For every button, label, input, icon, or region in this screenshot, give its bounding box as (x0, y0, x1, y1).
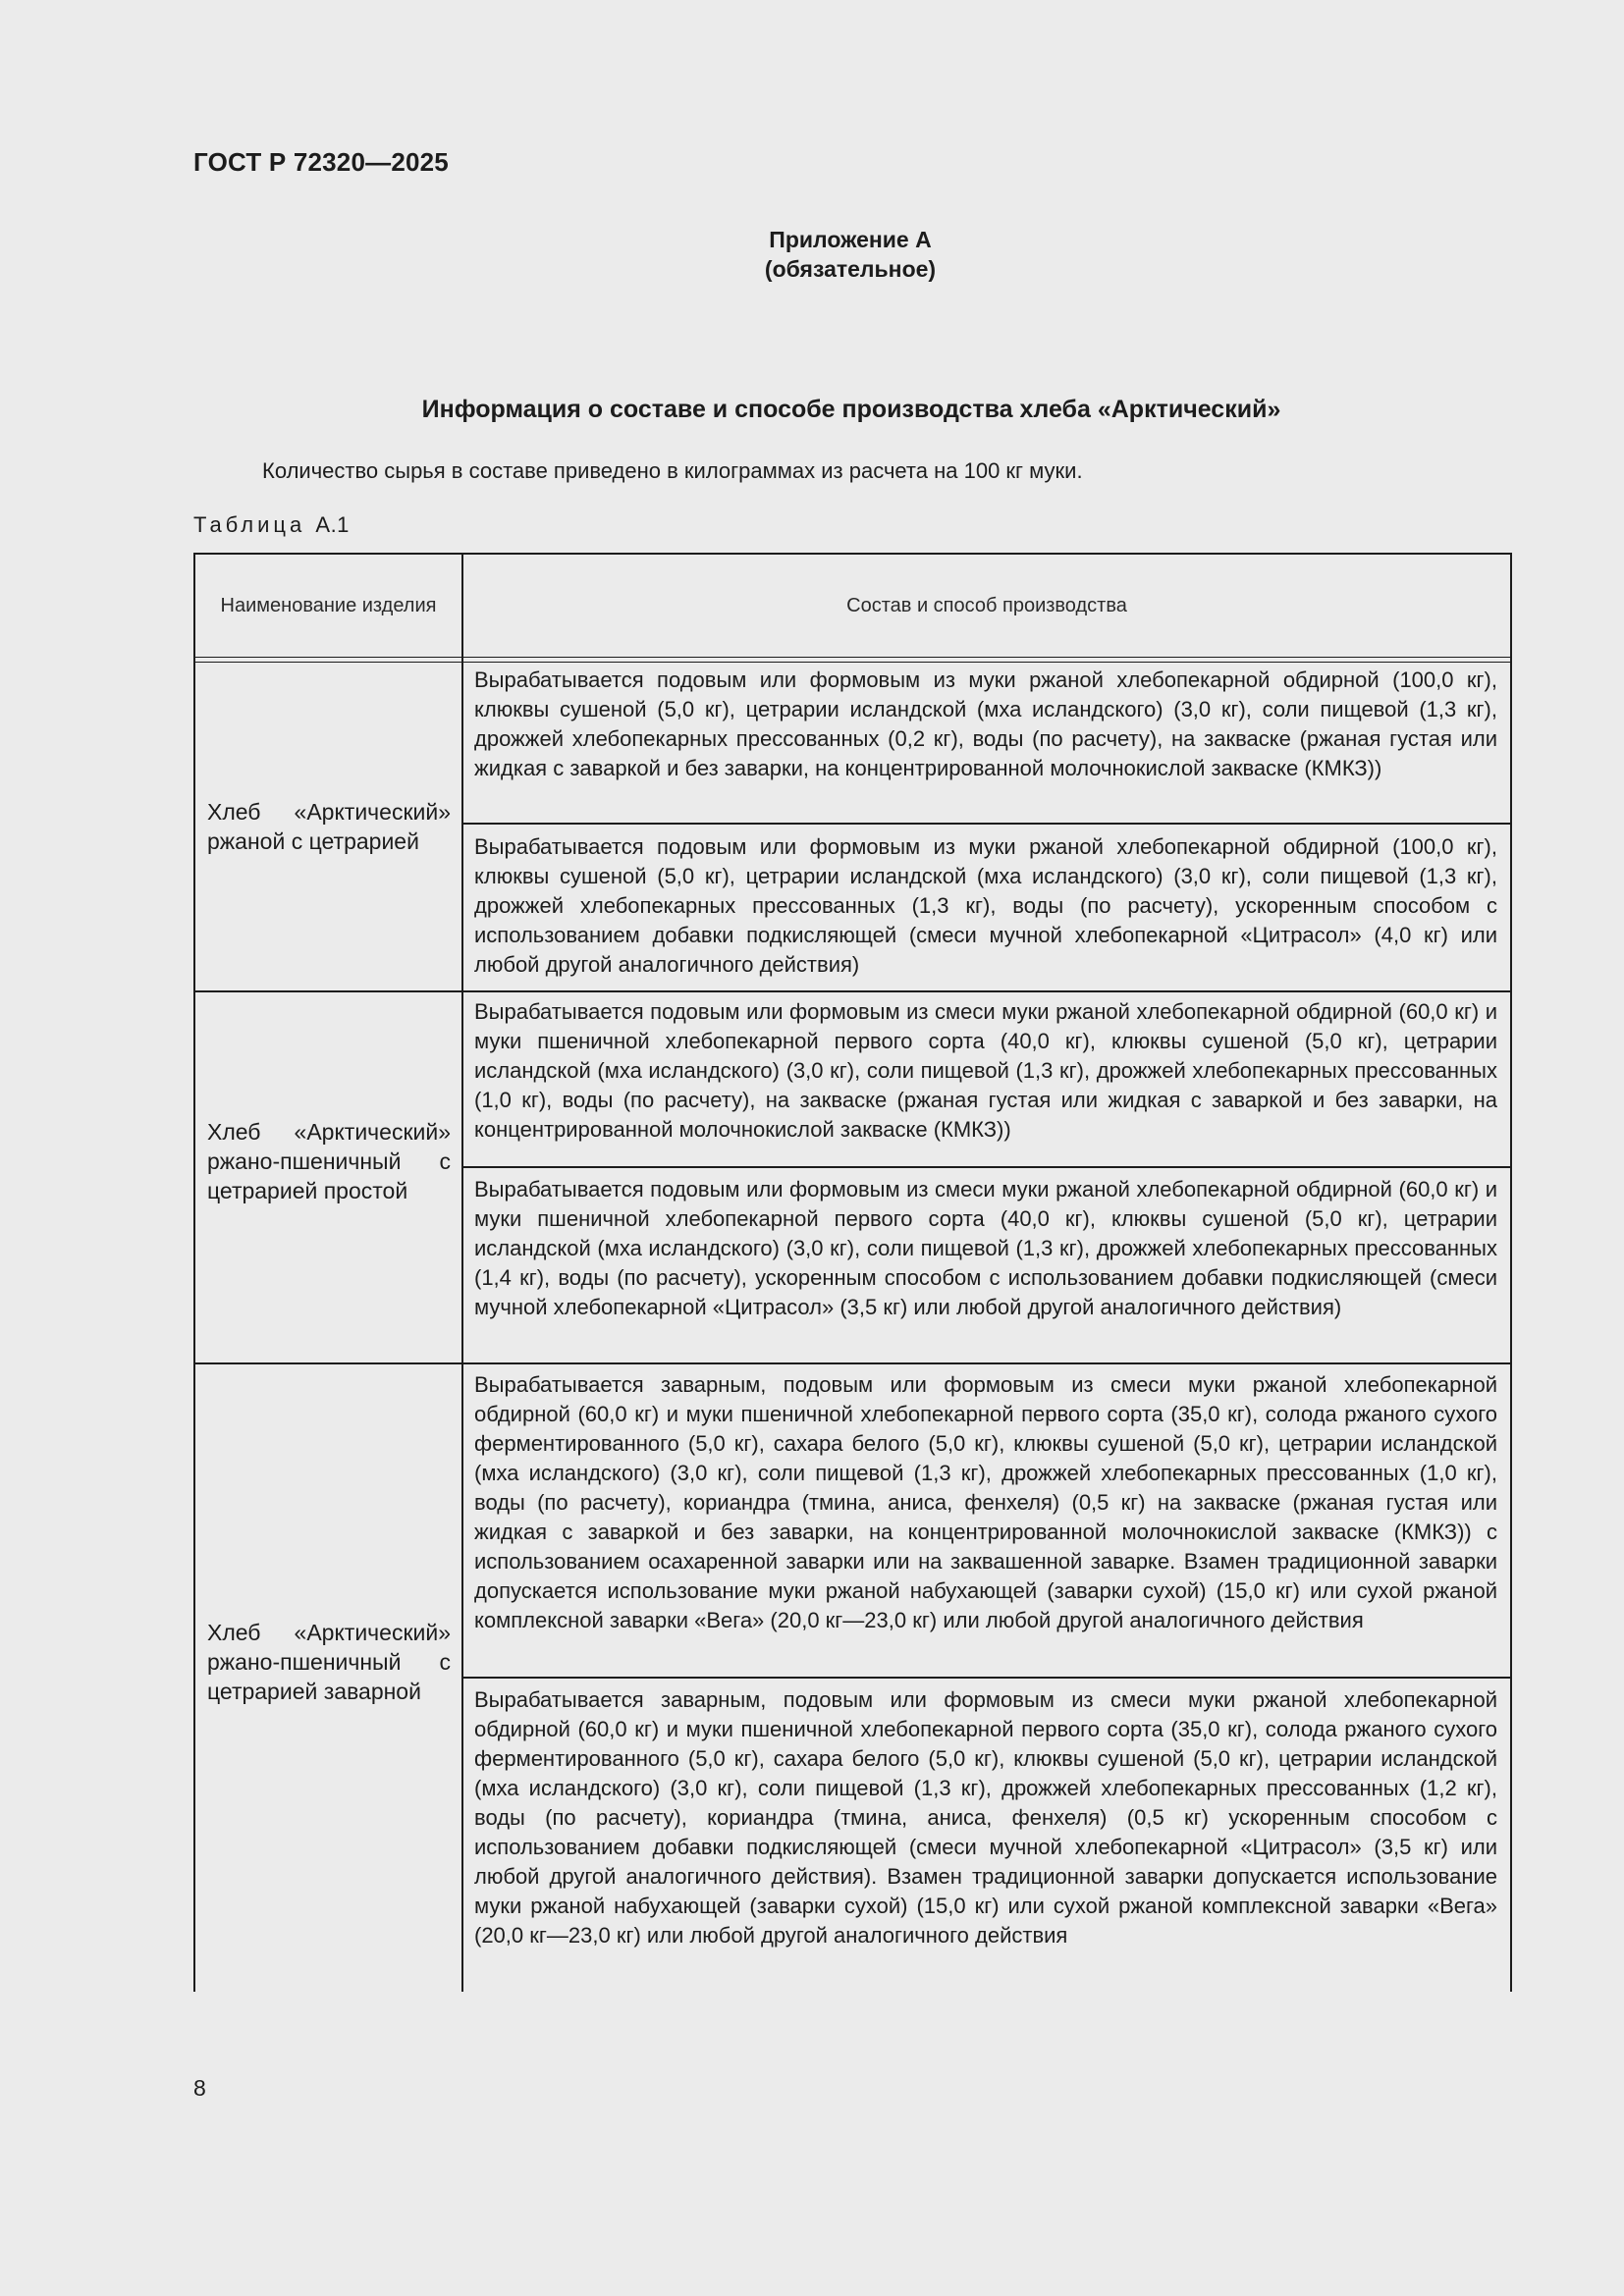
appendix-heading (0, 225, 1624, 284)
product-name: Хлеб «Арктический» ржано-пшеничный с цетрарией заварной (207, 1620, 451, 1704)
composition-cell: Вырабатывается подовым или формовым из смеси муки ржаной хлебопекарной обдирной (60,0 кг) и муки пшеничной хлебопекарной первого сорта (40,0 кг), клюквы сушеной (5,0 кг), цетрарии исландской (мха исландского) (3,0 кг), соли пищевой (1,3 кг), дрожжей хлебопекарных прессованных (1,0 кг), воды (по расчету), на закваске (ржаная густая или жидкая с заваркой и без заварки, на концентрированной молочнокислой закваске (КМКЗ)) (474, 999, 1497, 1142)
product-name: Хлеб «Арктический» ржано-пшеничный с цетрарией простой (207, 1119, 451, 1203)
composition-cell: Вырабатывается подовым или формовым из смеси муки ржаной хлебопекарной обдирной (60,0 кг) и муки пшеничной хлебопекарной первого сорта (40,0 кг), клюквы сушеной (5,0 кг), цетрарии исландской (мха исландского) (3,0 кг), соли пищевой (1,3 кг), дрожжей хлебопекарных прессованных (1,4 кг), воды (по расчету), ускоренным способом с использованием добавки подкисляющей (смеси мучной хлебопекарной «Цитрасол» (3,5 кг) или любой другой аналогичного действия) (474, 1177, 1497, 1319)
product-name: Хлеб «Арктический» ржаной с цетрарией (207, 799, 451, 854)
intro-paragraph: Количество сырья в составе приведено в килограммах из расчета на 100 кг муки. (262, 458, 1083, 483)
composition-table (193, 553, 1512, 1992)
table-caption (193, 512, 350, 538)
document-code: ГОСТ Р 72320—2025 (193, 147, 449, 177)
page-number: 8 (193, 2075, 206, 2101)
header-composition: Состав и способ производства (846, 594, 1127, 616)
variant-divider (463, 1677, 1510, 1679)
appendix-title: Приложение А (769, 227, 932, 252)
composition-cell: Вырабатывается заварным, подовым или формовым из смеси муки ржаной хлебопекарной обдирной (60,0 кг) и муки пшеничной хлебопекарной первого сорта (35,0 кг), солода ржаного сухого ферментированного (5,0 кг), сахара белого (5,0 кг), клюквы сушеной (5,0 кг), цетрарии исландской (мха исландского) (3,0 кг), соли пищевой (1,3 кг), дрожжей хлебопекарных прессованных (1,2 кг), воды (по расчету), кориандра (тмина, аниса, фенхеля) (0,5 кг) ускоренным способом с использованием добавки подкисляющей (смеси мучной хлебопекарной «Цитрасол» (3,5 кг) или любой другой аналогичного действия). Взамен традиционной заварки допускается использование муки ржаной набухающей (заварки сухой) (15,0 кг) или сухой ржаной комплексной заварки «Вега» (20,0 кг—23,0 кг) или любой другой аналогичного действия (474, 1687, 1497, 1948)
variant-divider (463, 1166, 1510, 1168)
composition-cell: Вырабатывается подовым или формовым из муки ржаной хлебопекарной обдирной (100,0 кг), клюквы сушеной (5,0 кг), цетрарии исландской (мха исландского) (3,0 кг), соли пищевой (1,3 кг), дрожжей хлебопекарных прессованных (1,3 кг), воды (по расчету), ускоренным способом с использованием добавки подкисляющей (смеси мучной хлебопекарной «Цитрасол» (4,0 кг) или любой другой аналогичного действия) (474, 834, 1497, 977)
composition-cell: Вырабатывается подовым или формовым из муки ржаной хлебопекарной обдирной (100,0 кг), клюквы сушеной (5,0 кг), цетрарии исландской (мха исландского) (3,0 кг), соли пищевой (1,3 кг), дрожжей хлебопекарных прессованных (0,2 кг), воды (по расчету), на закваске (ржаная густая или жидкая с заваркой и без заварки, на концентрированной молочнокислой закваске (КМКЗ)) (474, 667, 1497, 780)
column-divider (461, 555, 463, 1992)
header-product: Наименование изделия (220, 594, 437, 616)
table-caption-number: А.1 (315, 512, 350, 537)
appendix-status: (обязательное) (764, 256, 937, 282)
table-caption-label: Таблица (193, 512, 306, 537)
product-name-cell (207, 1364, 451, 1959)
section-title: Информация о составе и способе производства хлеба «Арктический» (421, 396, 1281, 423)
product-name-cell (207, 663, 451, 990)
product-name-cell (207, 992, 451, 1330)
composition-cell: Вырабатывается заварным, подовым или формовым из смеси муки ржаной хлебопекарной обдирной (60,0 кг) и муки пшеничной хлебопекарной первого сорта (35,0 кг), солода ржаного сухого ферментированного (5,0 кг), сахара белого (5,0 кг), клюквы сушеной (5,0 кг), цетрарии исландской (мха исландского) (3,0 кг), соли пищевой (1,3 кг), дрожжей хлебопекарных прессованных (1,0 кг), воды (по расчету), кориандра (тмина, аниса, фенхеля) (0,5 кг) на закваске (ржаная густая или жидкая с заваркой и без заварки, на концентрированной молочнокислой закваске (КМКЗ)) с использованием осахаренной заварки или на заквашенной заварке. Взамен традиционной заварки допускается использование муки ржаной набухающей (заварки сухой) (15,0 кг) или сухой ржаной комплексной заварки «Вега» (20,0 кг—23,0 кг) или любой другой аналогичного действия (474, 1372, 1497, 1632)
variant-divider (463, 823, 1510, 825)
